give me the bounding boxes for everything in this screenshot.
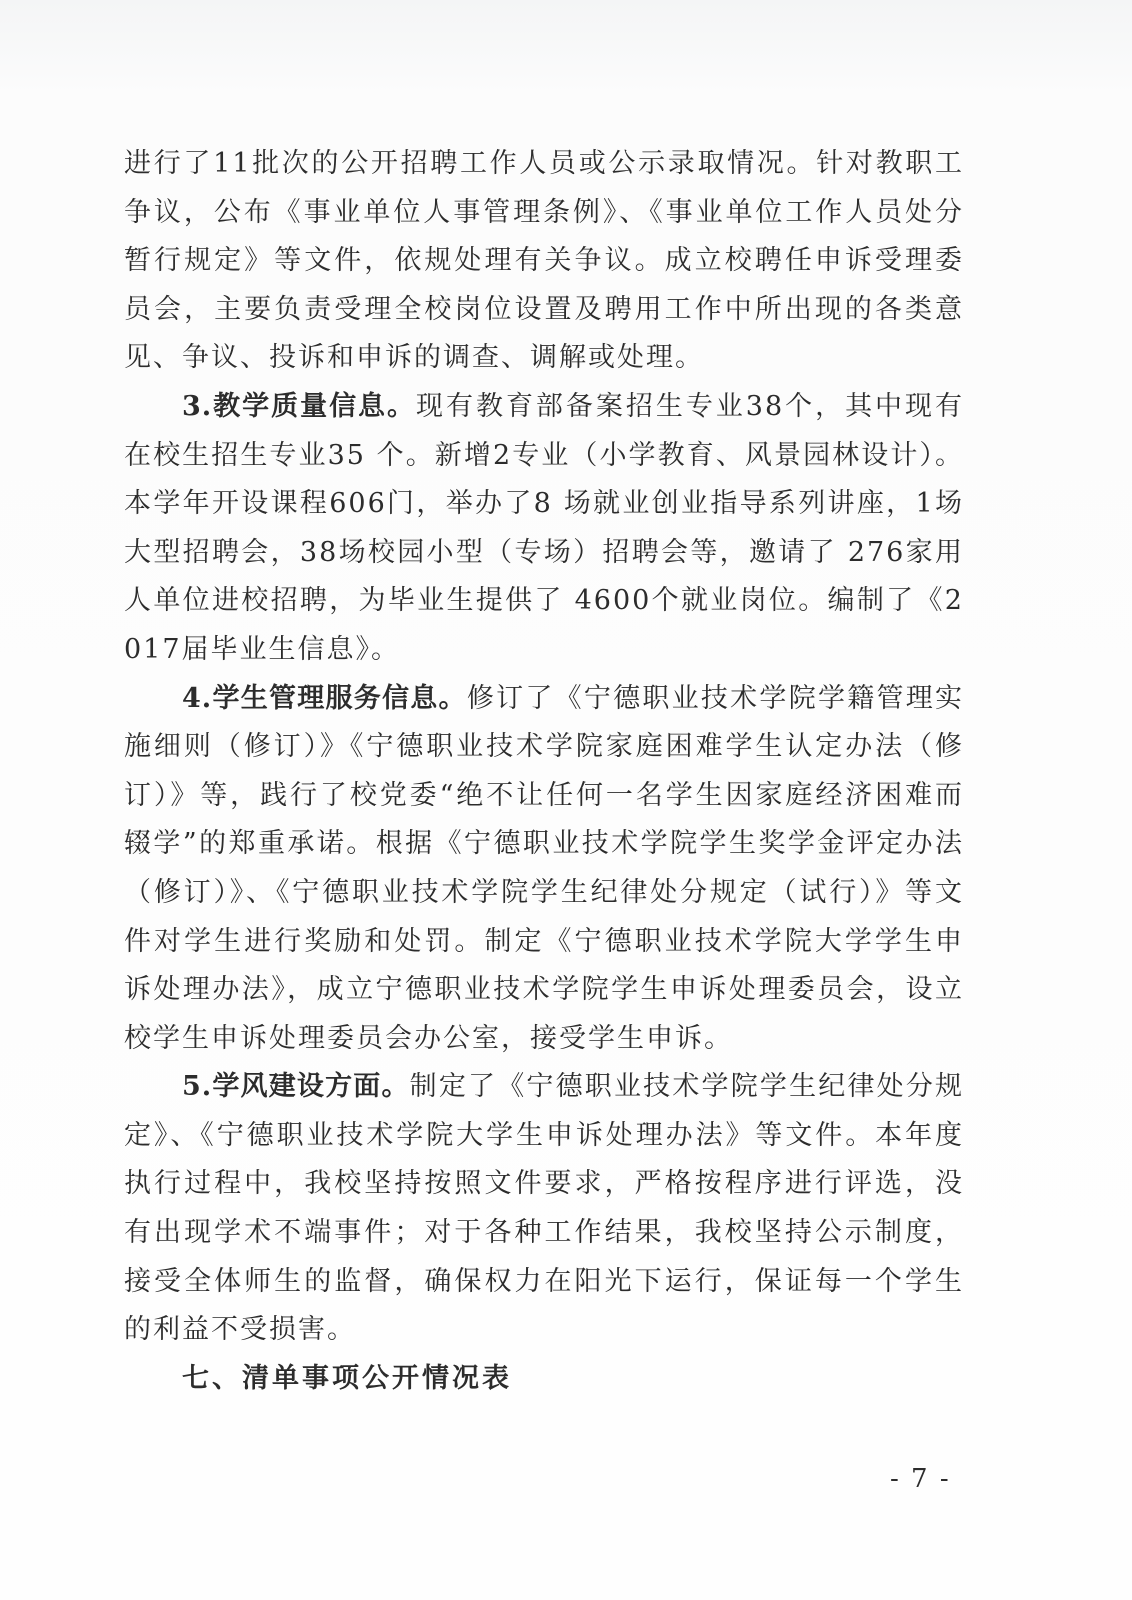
paragraph-body-student-services: 修订了《宁德职业技术学院学籍管理实施细则（修订）》《宁德职业技术学院家庭困难学生认定办法（修订）》等，践行了校党委“绝不让任何一名学生因家庭经济困难而辍学”的郑重承诺。根据《宁德职业技术学院学生奖学金评定办法（修订）》、《宁德职业技术学院学生纪律处分规定（试行）》等文件对学生进行奖励和处罚。制定《宁德职业技术学院大学学生申诉处理办法》，成立宁德职业技术学院学生申诉处理委员会，设立校学生申诉处理委员会办公室，接受学生申诉。 <box>124 682 965 1054</box>
section-heading: 七、清单事项公开情况表 <box>182 1362 512 1394</box>
paragraph-lead-teaching-quality: 3.教学质量信息。 <box>182 390 417 422</box>
paragraph-lead-student-services: 4.学生管理服务信息。 <box>182 682 467 714</box>
paragraph-teaching-quality <box>124 383 964 675</box>
paragraph-body-study-style: 制定了《宁德职业技术学院学生纪律处分规定》、《宁德职业技术学院大学生申诉处理办法》等文件。本年度执行过程中，我校坚持按照文件要求，严格按程序进行评选，没有出现学术不端事件；对于各种工作结果，我校坚持公示制度，接受全体师生的监督，确保权力在阳光下运行，保证每一个学生的利益不受损害。 <box>124 1071 965 1346</box>
paragraph-lead-study-style: 5.学风建设方面。 <box>182 1071 410 1103</box>
document-body <box>124 140 964 1403</box>
paragraph-student-services <box>124 675 964 1064</box>
page-number: - 7 - <box>890 1464 951 1494</box>
paragraph-recruitment: 进行了11批次的公开招聘工作人员或公示录取情况。针对教职工争议，公布《事业单位人事管理条例》、《事业单位工作人员处分暂行规定》等文件，依规处理有关争议。成立校聘任申诉受理委员会，主要负责受理全校岗位设置及聘用工作中所出现的各类意见、争议、投诉和申诉的调查、调解或处理。 <box>124 148 964 374</box>
paragraph-body-teaching-quality: 现有教育部备案招生专业38个，其中现有在校生招生专业35 个。新增2专业（小学教育、风景园林设计）。本学年开设课程606门，举办了8 场就业创业指导系列讲座，1场大型招聘会，38场校园小型（专场）招聘会等，邀请了 276家用人单位进校招聘，为毕业生提供了 4600个就业岗位。编制了《2017届毕业生信息》。 <box>124 390 964 665</box>
paragraph-study-style <box>124 1063 964 1355</box>
